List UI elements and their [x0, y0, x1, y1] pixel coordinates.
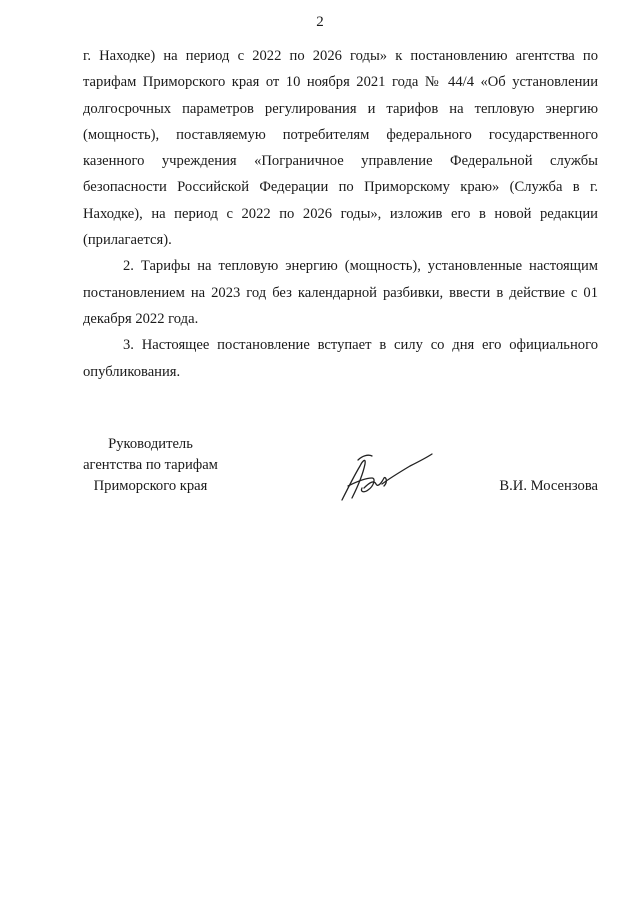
- paragraph-3: 3. Настоящее постановление вступает в силу со дня его официального опубликования.: [83, 337, 598, 380]
- handwritten-signature-icon: [338, 448, 436, 504]
- signature-block: [0, 434, 640, 504]
- signatory-position-line-1: Руководитель: [108, 436, 193, 452]
- signatory-name: В.И. Мосензова: [499, 478, 598, 494]
- paragraph-continuation: г. Находке) на период с 2022 по 2026 годы» к постановлению агентства по тарифам Приморского края от 10 ноября 2021 года № 44/4 «Об установлении долгосрочных параметров регулирования и тарифов на тепловую энергию (мощность), поставляемую потребителям федерального государственного казенного учреждения «Пограничное управление Федеральной службы безопасности Российской Федерации по Приморскому краю» (Служба в г. Находке), на период с 2022 по 2026 годы», изложив его в новой редакции (прилагается).: [83, 48, 598, 249]
- paragraph-2: 2. Тарифы на тепловую энергию (мощность), установленные настоящим постановлением на 2023 год без календарной разбивки, ввести в действие с 01 декабря 2022 года.: [83, 258, 598, 327]
- page-number: 2: [316, 14, 324, 30]
- signatory-position-line-3: Приморского края: [93, 478, 208, 494]
- document-body: [83, 43, 598, 385]
- signatory-position-line-2: агентства по тарифам: [83, 457, 218, 473]
